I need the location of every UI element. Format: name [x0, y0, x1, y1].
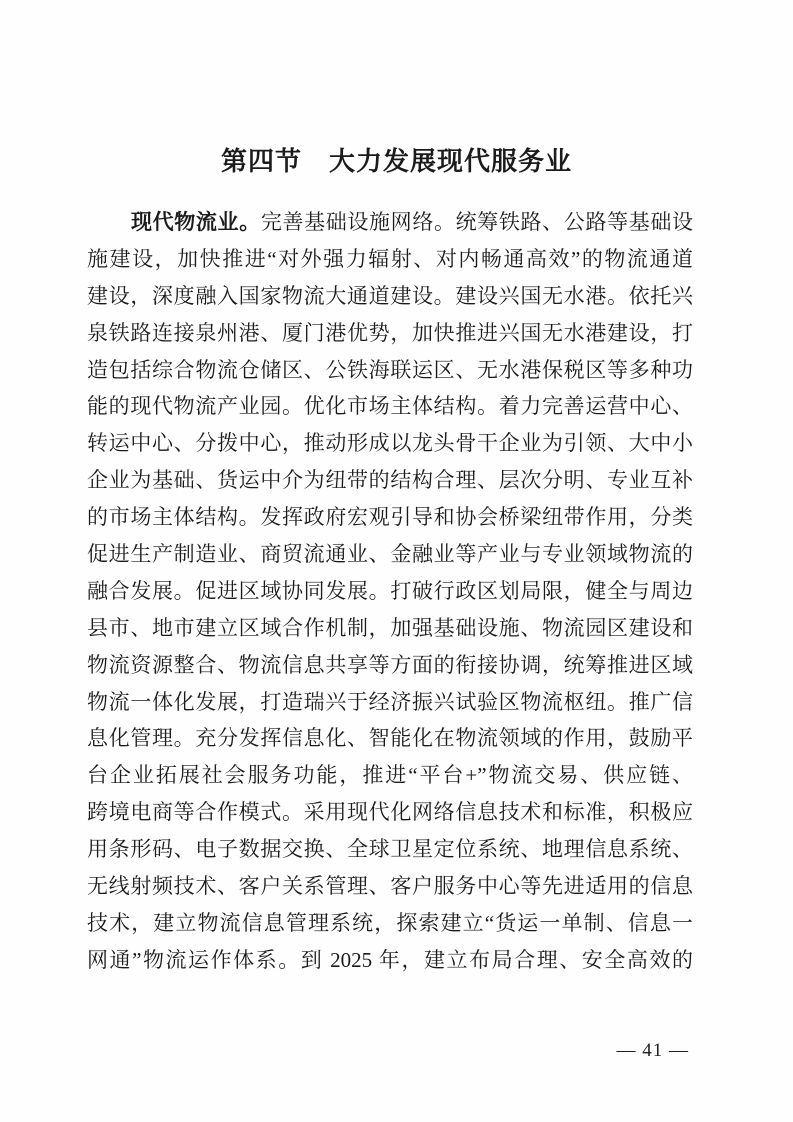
text-line: 促进生产制造业、商贸流通业、金融业等产业与专业领域物流的 [87, 542, 693, 567]
text-line: 物流资源整合、物流信息共享等方面的衔接协调，统筹推进区域 [87, 652, 693, 677]
text-line: 现代物流业。完善基础设施网络。统筹铁路、公路等基础设 [131, 210, 693, 234]
text-line: 施建设，加快推进“对外强力辐射、对内畅通高效”的物流通道 [87, 246, 693, 271]
text-line: 息化管理。充分发挥信息化、智能化在物流领域的作用，鼓励平 [87, 726, 693, 751]
text-line: 跨境电商等合作模式。采用现代化网络信息技术和标准，积极应 [87, 800, 693, 825]
text-line: 台企业拓展社会服务功能，推进“平台+”物流交易、供应链、 [87, 763, 693, 788]
text-line: 的市场主体结构。发挥政府宏观引导和协会桥梁纽带作用，分类 [87, 505, 693, 530]
text-line: 无线射频技术、客户关系管理、客户服务中心等先进适用的信息 [87, 874, 693, 899]
body-paragraph [87, 204, 693, 979]
text-line: 泉铁路连接泉州港、厦门港优势，加快推进兴国无水港建设，打 [87, 320, 693, 345]
text-line: 用条形码、电子数据交换、全球卫星定位系统、地理信息系统、 [87, 837, 693, 862]
text-line: 融合发展。促进区域协同发展。打破行政区划局限，健全与周边 [87, 578, 693, 603]
text-line: 县市、地市建立区域合作机制，加强基础设施、物流园区建设和 [87, 615, 693, 640]
text-line: 物流一体化发展，打造瑞兴于经济振兴试验区物流枢纽。推广信 [87, 689, 693, 714]
text-line: 建设，深度融入国家物流大通道建设。建设兴国无水港。依托兴 [87, 283, 693, 308]
text-line: 网通”物流运作体系。到 2025 年，建立布局合理、安全高效的 [87, 947, 693, 972]
bold-lead-text: 现代物流业。 [131, 210, 261, 234]
text-line: 技术，建立物流信息管理系统，探索建立“货运一单制、信息一 [87, 910, 693, 935]
text-line: 能的现代物流产业园。优化市场主体结构。着力完善运营中心、 [87, 394, 693, 419]
text-line: 造包括综合物流仓储区、公铁海联运区、无水港保税区等多种功 [87, 357, 693, 382]
text-line: 企业为基础、货运中介为纽带的结构合理、层次分明、专业互补 [87, 468, 693, 493]
section-title: 第四节 大力发展现代服务业 [220, 147, 572, 176]
page-number: — 41 — [616, 1040, 689, 1061]
text-line: 转运中心、分拨中心，推动形成以龙头骨干企业为引领、大中小 [87, 431, 693, 456]
